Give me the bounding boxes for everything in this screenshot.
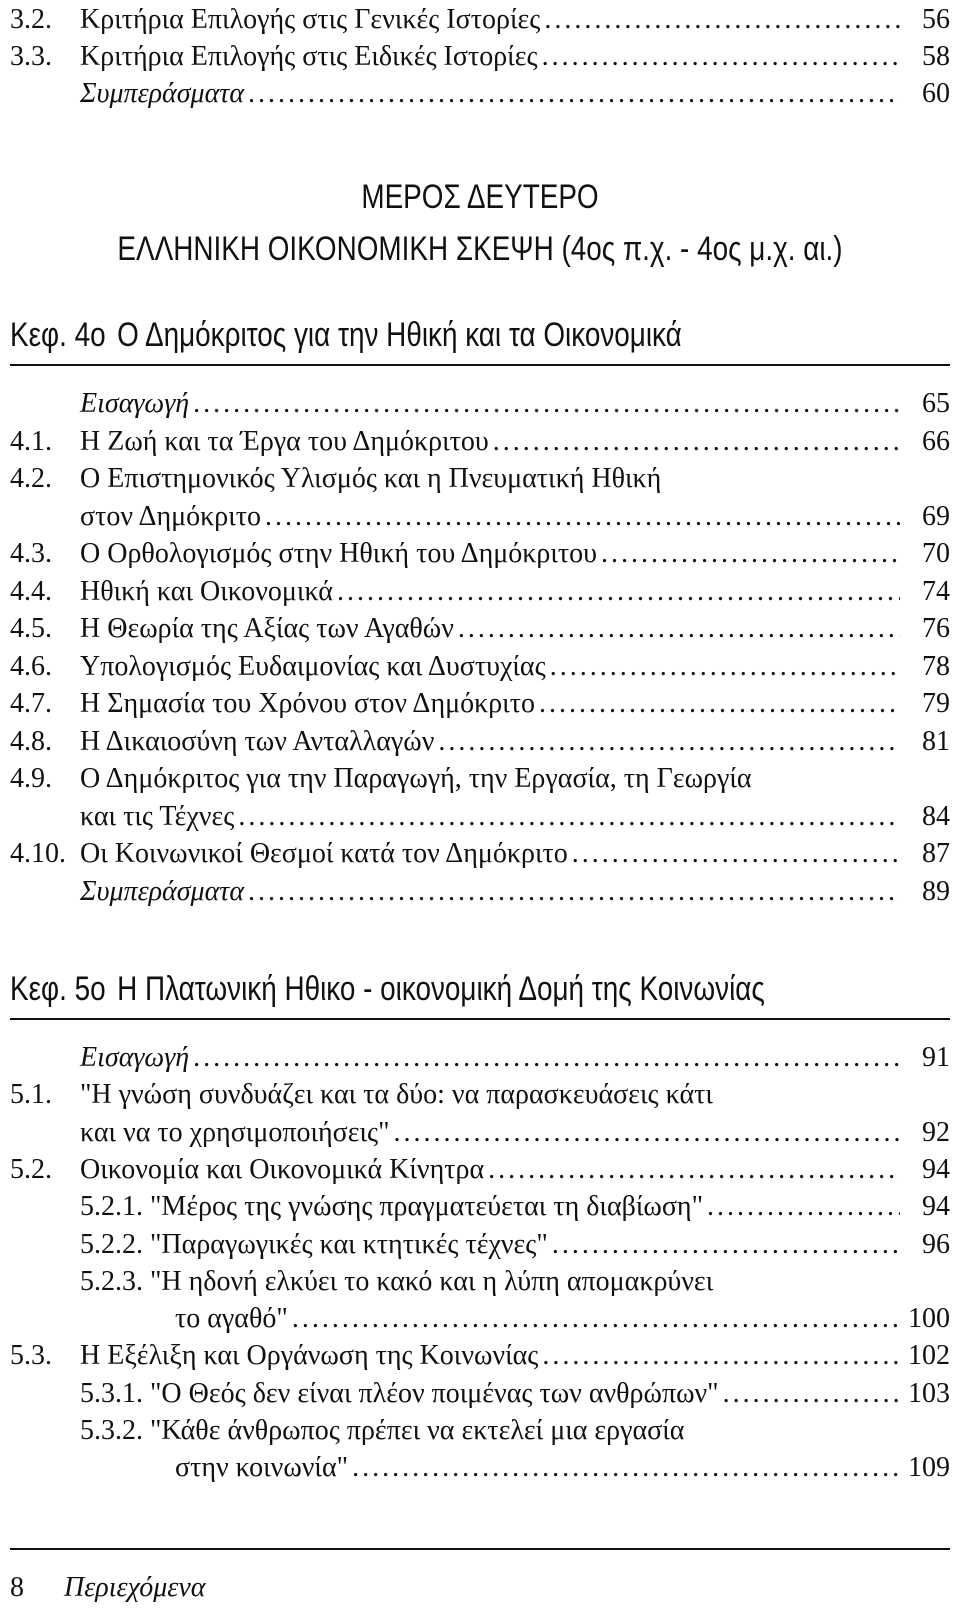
toc-entry [0, 724, 960, 760]
chapter-4-heading [10, 316, 682, 355]
toc-entry-title: Κριτήρια Επιλογής στις Γενικές Ιστορίες [80, 2, 544, 38]
toc-page-number: 109 [908, 1452, 950, 1484]
toc-page-number: 70 [922, 538, 950, 569]
toc-entry-number: 4.8. [10, 725, 52, 757]
toc-entry-number: 5.2. [10, 1153, 52, 1185]
toc-entry [0, 799, 960, 835]
toc-dot-leader [265, 499, 900, 535]
toc-dot-leader [552, 1227, 900, 1263]
toc-entry-title: 5.2.2. "Παραγωγικές και κτητικές τέχνες" [80, 1227, 552, 1263]
toc-page-number: 94 [922, 1191, 950, 1223]
chapter-5-heading [10, 970, 765, 1009]
toc-entry-number: 4.3. [10, 538, 52, 569]
toc-page-number: 102 [908, 1340, 950, 1372]
toc-entry-number: 4.10. [10, 838, 66, 869]
toc-entry [0, 1189, 960, 1225]
toc-entry [0, 386, 960, 422]
toc-entry-number: 4.6. [10, 650, 52, 682]
toc-page-number: 56 [922, 4, 950, 35]
toc-dot-leader [542, 39, 900, 75]
toc-page-number: 66 [922, 425, 950, 457]
toc-dot-leader [539, 686, 900, 722]
toc-entry [0, 1338, 960, 1374]
toc-entry-title: στον Δημόκριτο [80, 499, 265, 535]
toc-entry [0, 761, 960, 797]
toc-entry-number: 5.3. [10, 1340, 52, 1372]
toc-dot-leader [707, 1189, 900, 1225]
toc-dot-leader [438, 724, 900, 760]
toc-page-number: 65 [922, 388, 950, 419]
toc-entry-number: 3.2. [10, 4, 52, 35]
toc-page-number: 89 [922, 875, 950, 907]
toc-dot-leader [193, 386, 900, 422]
toc-entry-title: στην κοινωνία" [175, 1450, 352, 1486]
toc-entry [0, 1264, 960, 1300]
toc-entry-number: 4.4. [10, 575, 52, 607]
toc-entry [0, 1301, 960, 1337]
toc-dot-leader [550, 649, 900, 685]
toc-entry [0, 836, 960, 872]
toc-page-number: 103 [908, 1377, 950, 1409]
toc-entry-title: Η Θεωρία της Αξίας των Αγαθών [80, 611, 458, 647]
toc-page-number: 79 [922, 688, 950, 719]
toc-entry [0, 649, 960, 685]
toc-entry [0, 536, 960, 572]
toc-page-number: 91 [922, 1042, 950, 1073]
toc-entry-number: 4.9. [10, 763, 52, 794]
toc-entry-title: Η Εξέλιξη και Οργάνωση της Κοινωνίας [80, 1338, 542, 1374]
toc-entry-title: Οικονομία και Οικονομικά Κίνητρα [80, 1152, 488, 1188]
toc-dot-leader [572, 836, 900, 872]
footer-section-title: Περιεχόμενα [64, 1572, 206, 1603]
toc-dot-leader [723, 1376, 900, 1412]
toc-entry-number: 4.1. [10, 425, 52, 457]
toc-entry-title: Εισαγωγή [80, 1040, 193, 1076]
toc-entry-title: 5.3.1. "Ο Θεός δεν είναι πλέον ποιμένας των ανθρώπων" [80, 1376, 723, 1412]
toc-page-number: 76 [922, 613, 950, 644]
toc-dot-leader [488, 1152, 900, 1188]
chapter-5-rule [10, 1018, 950, 1020]
toc-entry [0, 1040, 960, 1076]
toc-entry-title: Ηθική και Οικονομικά [80, 574, 337, 610]
toc-entry [0, 2, 960, 38]
toc-entry-number: 3.3. [10, 41, 52, 72]
toc-entry [0, 574, 960, 610]
toc-entry [0, 611, 960, 647]
toc-entry-title: 5.2.1. "Μέρος της γνώσης πραγματεύεται τη διαβίωση" [80, 1189, 707, 1225]
toc-entry-title: Κριτήρια Επιλογής στις Ειδικές Ιστορίες [80, 39, 542, 75]
toc-entry-title: Συμπεράσματα [80, 76, 248, 112]
toc-dot-leader [238, 799, 900, 835]
toc-page-number: 92 [922, 1116, 950, 1148]
toc-dot-leader [193, 1040, 900, 1076]
toc-entry-number: 4.2. [10, 463, 52, 494]
toc-dot-leader [292, 1301, 900, 1337]
toc-dot-leader [352, 1450, 900, 1486]
toc-page-number: 74 [922, 575, 950, 607]
toc-dot-leader [544, 2, 900, 38]
toc-page-number: 84 [922, 800, 950, 832]
toc-dot-leader [248, 874, 900, 910]
toc-entry [0, 1077, 960, 1113]
toc-entry-title: Η Σημασία του Χρόνου στον Δημόκριτο [80, 686, 539, 722]
toc-page-number: 69 [922, 500, 950, 532]
toc-entry-title: Οι Κοινωνικοί Θεσμοί κατά τον Δημόκριτο [80, 836, 572, 872]
toc-entry-title: Ο Δημόκριτος για την Παραγωγή, την Εργασία, τη Γεωργία [80, 761, 756, 797]
toc-entry [0, 424, 960, 460]
toc-entry [0, 1152, 960, 1188]
toc-page-number: 58 [922, 41, 950, 72]
chapter-5-title: Η Πλατωνική Ηθικο - οικονομική Δομή της Κοινωνίας [117, 970, 765, 1008]
toc-entry-title: "Η γνώση συνδυάζει και τα δύο: να παρασκευάσεις κάτι [80, 1077, 717, 1113]
chapter-4-rule [10, 364, 950, 366]
toc-entry [0, 874, 960, 910]
toc-dot-leader [542, 1338, 900, 1374]
toc-page-number: 94 [922, 1153, 950, 1185]
toc-entry-title: 5.3.2. "Κάθε άνθρωπος πρέπει να εκτελεί μια εργασία [80, 1413, 688, 1449]
toc-page-number: 87 [922, 838, 950, 869]
toc-entry [0, 686, 960, 722]
toc-dot-leader [248, 76, 900, 112]
toc-dot-leader [337, 574, 900, 610]
toc-entry [0, 76, 960, 112]
toc-entry-title: και τις Τέχνες [80, 799, 238, 835]
toc-entry-title: Ο Επιστημονικός Υλισμός και η Πνευματική Ηθική [80, 461, 665, 497]
toc-dot-leader [458, 611, 900, 647]
toc-entry-title: Η Ζωή και τα Έργα του Δημόκριτου [80, 424, 493, 460]
toc-entry-number: 5.1. [10, 1079, 52, 1111]
part-title: ΜΕΡΟΣ ΔΕΥΤΕΡΟ [361, 178, 599, 216]
toc-page-number: 96 [922, 1228, 950, 1260]
toc-entry [0, 461, 960, 497]
toc-entry-number: 4.5. [10, 613, 52, 644]
toc-entry-title: Εισαγωγή [80, 386, 193, 422]
toc-entry-title: Υπολογισμός Ευδαιμονίας και Δυστυχίας [80, 649, 550, 685]
toc-entry [0, 1115, 960, 1151]
chapter-5-label: Κεφ. 5ο [10, 970, 106, 1008]
chapter-4-label: Κεφ. 4ο [10, 316, 106, 354]
toc-entry [0, 499, 960, 535]
toc-entry [0, 39, 960, 75]
toc-entry-number: 4.7. [10, 688, 52, 719]
toc-dot-leader [394, 1115, 900, 1151]
toc-dot-leader [493, 424, 900, 460]
toc-page-number: 81 [922, 725, 950, 757]
toc-page-number: 100 [908, 1303, 950, 1335]
toc-entry-title: Συμπεράσματα [80, 874, 248, 910]
toc-entry [0, 1227, 960, 1263]
chapter-4-title: Ο Δημόκριτος για την Ηθική και τα Οικονομικά [117, 316, 682, 354]
footer-page-number: 8 [10, 1572, 24, 1603]
toc-entry-title: και να το χρησιμοποιήσεις" [80, 1115, 394, 1151]
part-subtitle: ΕΛΛΗΝΙΚΗ ΟΙΚΟΝΟΜΙΚΗ ΣΚΕΨΗ (4ος π.χ. - 4ος μ.χ. αι.) [117, 230, 843, 268]
toc-entry-title: Ο Ορθολογισμός στην Ηθική του Δημόκριτου [80, 536, 601, 572]
toc-page-number: 78 [922, 650, 950, 682]
toc-entry [0, 1413, 960, 1449]
toc-entry [0, 1450, 960, 1486]
toc-entry-title: Η Δικαιοσύνη των Ανταλλαγών [80, 724, 438, 760]
toc-entry [0, 1376, 960, 1412]
toc-page-number: 60 [922, 78, 950, 109]
page-footer [10, 1572, 205, 1604]
toc-dot-leader [601, 536, 900, 572]
toc-entry-title: το αγαθό" [175, 1301, 292, 1337]
toc-entry-title: 5.2.3. "Η ηδονή ελκύει το κακό και η λύπη απομακρύνει [80, 1264, 717, 1300]
footer-rule [10, 1548, 950, 1550]
